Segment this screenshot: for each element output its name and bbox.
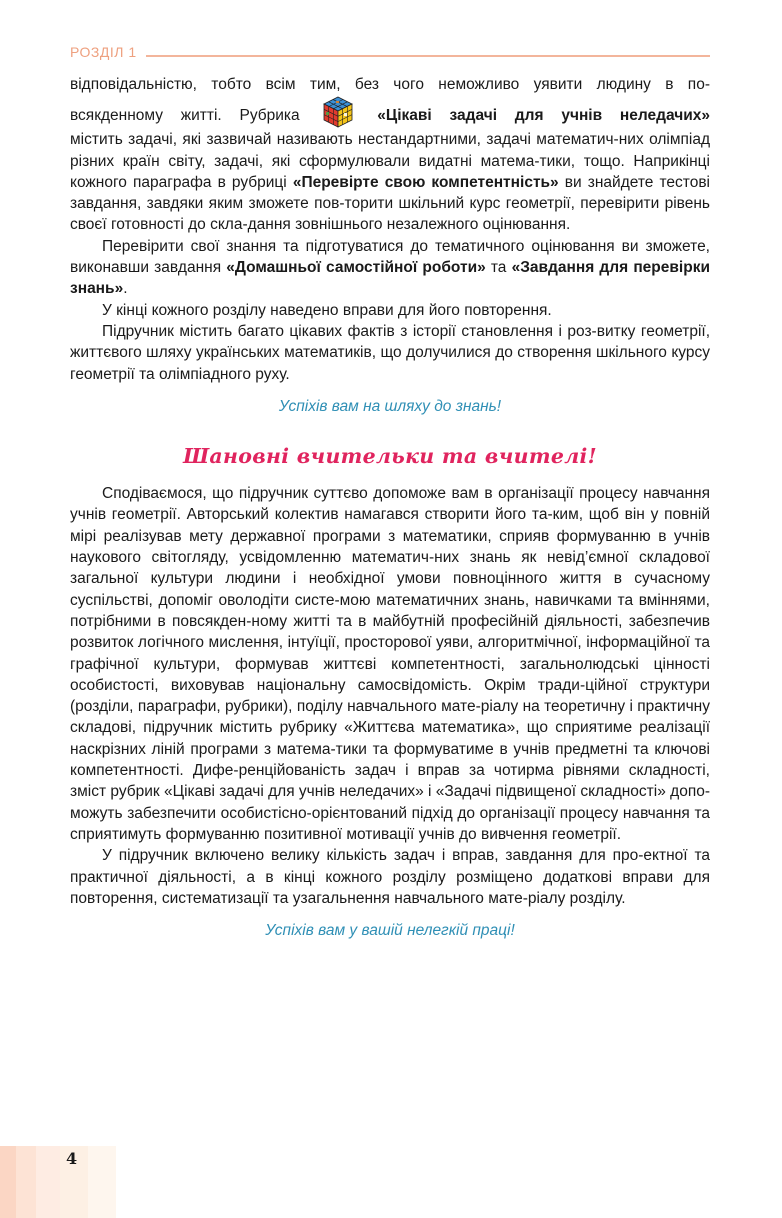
intro-paragraph-1-line-2: [70, 95, 710, 129]
wish-students: Успіхів вам на шляху до знань!: [278, 397, 502, 415]
intro-text: всякденному житті. Рубрика: [70, 107, 300, 125]
rubiks-cube-icon: [321, 95, 355, 129]
rubric-interesting-tasks: «Цікаві задачі для учнів неледачих»: [377, 107, 711, 125]
intro-text: ви знайдете тестові завдання, завдяки яким зможете пов-торити шкільний курс геометрії, перевірити рівень своєї готовності до скла-дання зовнішнього незалежного оцінювання.: [70, 173, 710, 234]
intro-paragraph-4: Підручник містить багато цікавих фактів з історії становлення і роз-витку геометрії, життєвого шляху українських математиків, що долучилися до створення шкільного курсу геометрії та олімпіадного руху.: [70, 322, 710, 383]
intro-paragraph-3: У кінці кожного розділу наведено вправи для його повторення.: [102, 301, 552, 319]
intro-text: Перевірити свої знання та підготуватися до тематичного оцінювання ви зможете, виконавши завдання: [70, 237, 710, 277]
page-number: 4: [66, 1149, 78, 1168]
intro-paragraph-1-rest: [70, 129, 710, 235]
page-header: [70, 44, 710, 64]
page-content: [70, 74, 710, 955]
intro-text: та: [485, 259, 512, 277]
section-label: РОЗДІЛ 1: [70, 44, 137, 60]
teachers-paragraph-1: Сподіваємося, що підручник суттєво допоможе вам в організації процесу навчання учнів геометрії. Авторський колектив намагався створити його та-ким, щоб він у повній мірі реалізував мету державної програми з математики, сприяв формуванню в учнів наукового світогляду, усвідомленню математич-них знань як невід’ємної складової загальної культури людини і необхідної умови повноцінного життя в сучасному суспільстві, допоміг оволодіти систе-мою математичних знань, навичками та вміннями, потрібними в повсякден-ному житті та в майбутній професійній діяльності, забезпечив розвиток логічного мислення, інтуїції, просторової уяви, алгоритмічної, інформаційної та графічної культури, формував життєві компетентності, загальнолюдські цінності особистості, виховував національну самосвідомість. Окрім тради-ційної структури (розділи, параграфи, рубрики), поділу навчального мате-ріалу на теоретичну і практичну складові, підручник містить рубрику «Життєва математика», що сприятиме реалізації наскрізних ліній програми з матема-тики та формуватиме в учнів предметні та ключові компетентності. Дифе-ренційованість задач і вправ за чотирма рівнями складності, зміст рубрик «Цікаві задачі для учнів неледачих» і «Задачі підвищеної складності» допо-можуть забезпечити особистісно-орієнтований підхід до організації процесу навчання та сприятимуть формуванню позитивної мотивації учнів до вивчення геометрії.: [70, 485, 710, 843]
page-corner-decoration: [0, 1146, 116, 1218]
intro-text: містить задачі, які зазвичай називають нестандартними, задачі математич-них олімпіад різних країн світу, задачі, які сформулювали видатні матема-тики, тощо. Наприкінці кожного параграфа в рубриці: [70, 131, 710, 191]
intro-paragraph-1-line-1: відповідальністю, тобто всім тим, без чого неможливо уявити людину в по-: [70, 76, 710, 93]
teachers-heading: Шановні вчительки та вчителі!: [183, 444, 597, 469]
header-rule: [146, 55, 710, 57]
rubric-knowledge-check: «Завдання для перевірки знань»: [70, 259, 710, 298]
intro-paragraph-2: [70, 236, 710, 300]
wish-teachers: Успіхів вам у вашій нелегкій праці!: [265, 922, 515, 940]
rubric-check-competence: «Перевірте свою компетентність»: [292, 173, 559, 191]
rubric-homework: «Домашньої самостійної роботи»: [226, 259, 486, 277]
intro-text: .: [123, 280, 128, 298]
teachers-paragraph-2: У підручник включено велику кількість задач і вправ, завдання для про-ектної та практичної діяльності, а в кінці кожного розділу розміщено додаткові вправи для повторення, систематизації та узагальнення навчального мате-ріалу розділу.: [70, 847, 710, 907]
